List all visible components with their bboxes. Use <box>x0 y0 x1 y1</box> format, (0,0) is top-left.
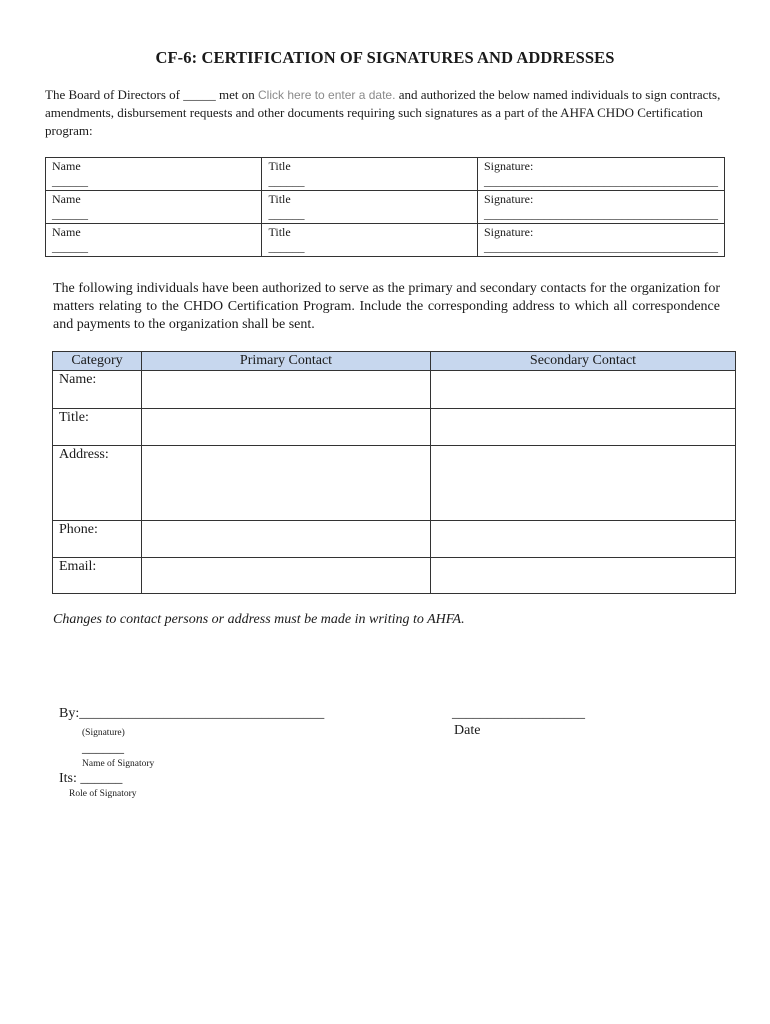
signature-row <box>46 191 725 224</box>
changes-note: Changes to contact persons or address must be made in writing to AHFA. <box>53 612 465 627</box>
signature-cell[interactable] <box>477 191 724 224</box>
title-label: Title <box>268 192 291 206</box>
date-picker-field[interactable]: Click here to enter a date. <box>258 88 396 102</box>
contact-row <box>53 446 736 521</box>
signature-row <box>46 224 725 257</box>
secondary-contact-field[interactable] <box>431 409 736 446</box>
name-blank-line[interactable]: ______ <box>52 174 88 188</box>
signature-label: Signature: <box>483 225 534 239</box>
intro-paragraph <box>45 86 725 140</box>
title-cell[interactable] <box>262 191 478 224</box>
secondary-contact-field[interactable] <box>431 558 736 594</box>
title-blank-line[interactable]: ______ <box>268 207 305 221</box>
signature-cell[interactable] <box>477 158 724 191</box>
secondary-contact-field[interactable] <box>431 371 736 409</box>
primary-contact-field[interactable] <box>142 446 431 521</box>
name-cell[interactable] <box>46 224 262 257</box>
category-label: Email: <box>53 558 142 594</box>
contact-row <box>53 371 736 409</box>
name-label: Name <box>52 192 81 206</box>
name-blank-line[interactable]: ______ <box>52 207 88 221</box>
name-cell[interactable] <box>46 158 262 191</box>
primary-contact-field[interactable] <box>142 558 431 594</box>
intro-text-end: and authorized the below named individuals to sign contracts, amendments, disbursement requests and other documents requiring such signatures as a part of the AHFA CHDO Certification program: <box>45 87 721 138</box>
date-label: Date <box>454 723 481 738</box>
signature-blank-line[interactable]: _______________________________________ <box>483 174 718 188</box>
signature-blank-line[interactable]: _______________________________________ <box>483 240 718 254</box>
signature-blank-line[interactable]: _______________________________________ <box>483 207 718 221</box>
contact-row <box>53 558 736 594</box>
primary-contact-field[interactable] <box>142 409 431 446</box>
contact-row <box>53 521 736 558</box>
contact-row <box>53 409 736 446</box>
secondary-contact-header: Secondary Contact <box>431 352 736 371</box>
title-cell[interactable] <box>262 158 478 191</box>
intro-text-start: The Board of Directors of _____ met on <box>45 87 259 102</box>
title-blank-line[interactable]: ______ <box>268 174 305 188</box>
contacts-paragraph: The following individuals have been authorized to serve as the primary and secondary contacts for the organization for matters relating to the CHDO Certification Program. Include the corresponding address to which all correspondence and payments to the organization shall be sent. <box>53 281 720 332</box>
name-label: Name <box>52 159 81 173</box>
name-cell[interactable] <box>46 191 262 224</box>
role-of-signatory-caption: Role of Signatory <box>69 789 137 799</box>
category-label: Name: <box>53 371 142 409</box>
category-label: Address: <box>53 446 142 521</box>
date-signature-line[interactable]: ___________________ <box>452 706 585 721</box>
primary-contact-header: Primary Contact <box>142 352 431 371</box>
category-label: Phone: <box>53 521 142 558</box>
title-blank-line[interactable]: ______ <box>268 240 305 254</box>
by-signature-line[interactable]: By:___________________________________ <box>59 706 325 721</box>
its-role-line[interactable]: Its: ______ <box>59 771 123 786</box>
signature-cell[interactable] <box>477 224 724 257</box>
signature-label: Signature: <box>483 159 534 173</box>
secondary-contact-field[interactable] <box>431 521 736 558</box>
signature-row <box>46 158 725 191</box>
category-label: Title: <box>53 409 142 446</box>
name-label: Name <box>52 225 81 239</box>
title-label: Title <box>268 225 291 239</box>
signature-label: Signature: <box>483 192 534 206</box>
signature-caption: (Signature) <box>82 728 125 738</box>
name-of-signatory-caption: Name of Signatory <box>82 759 155 769</box>
name-of-signatory-line[interactable]: ______ <box>82 741 124 756</box>
signature-table <box>45 157 725 257</box>
title-cell[interactable] <box>262 224 478 257</box>
primary-contact-field[interactable] <box>142 371 431 409</box>
name-blank-line[interactable]: ______ <box>52 240 88 254</box>
secondary-contact-field[interactable] <box>431 446 736 521</box>
contact-table <box>52 351 736 594</box>
title-label: Title <box>268 159 291 173</box>
page-title: CF-6: CERTIFICATION OF SIGNATURES AND ADDRESSES <box>155 48 615 67</box>
category-header: Category <box>53 352 142 371</box>
primary-contact-field[interactable] <box>142 521 431 558</box>
